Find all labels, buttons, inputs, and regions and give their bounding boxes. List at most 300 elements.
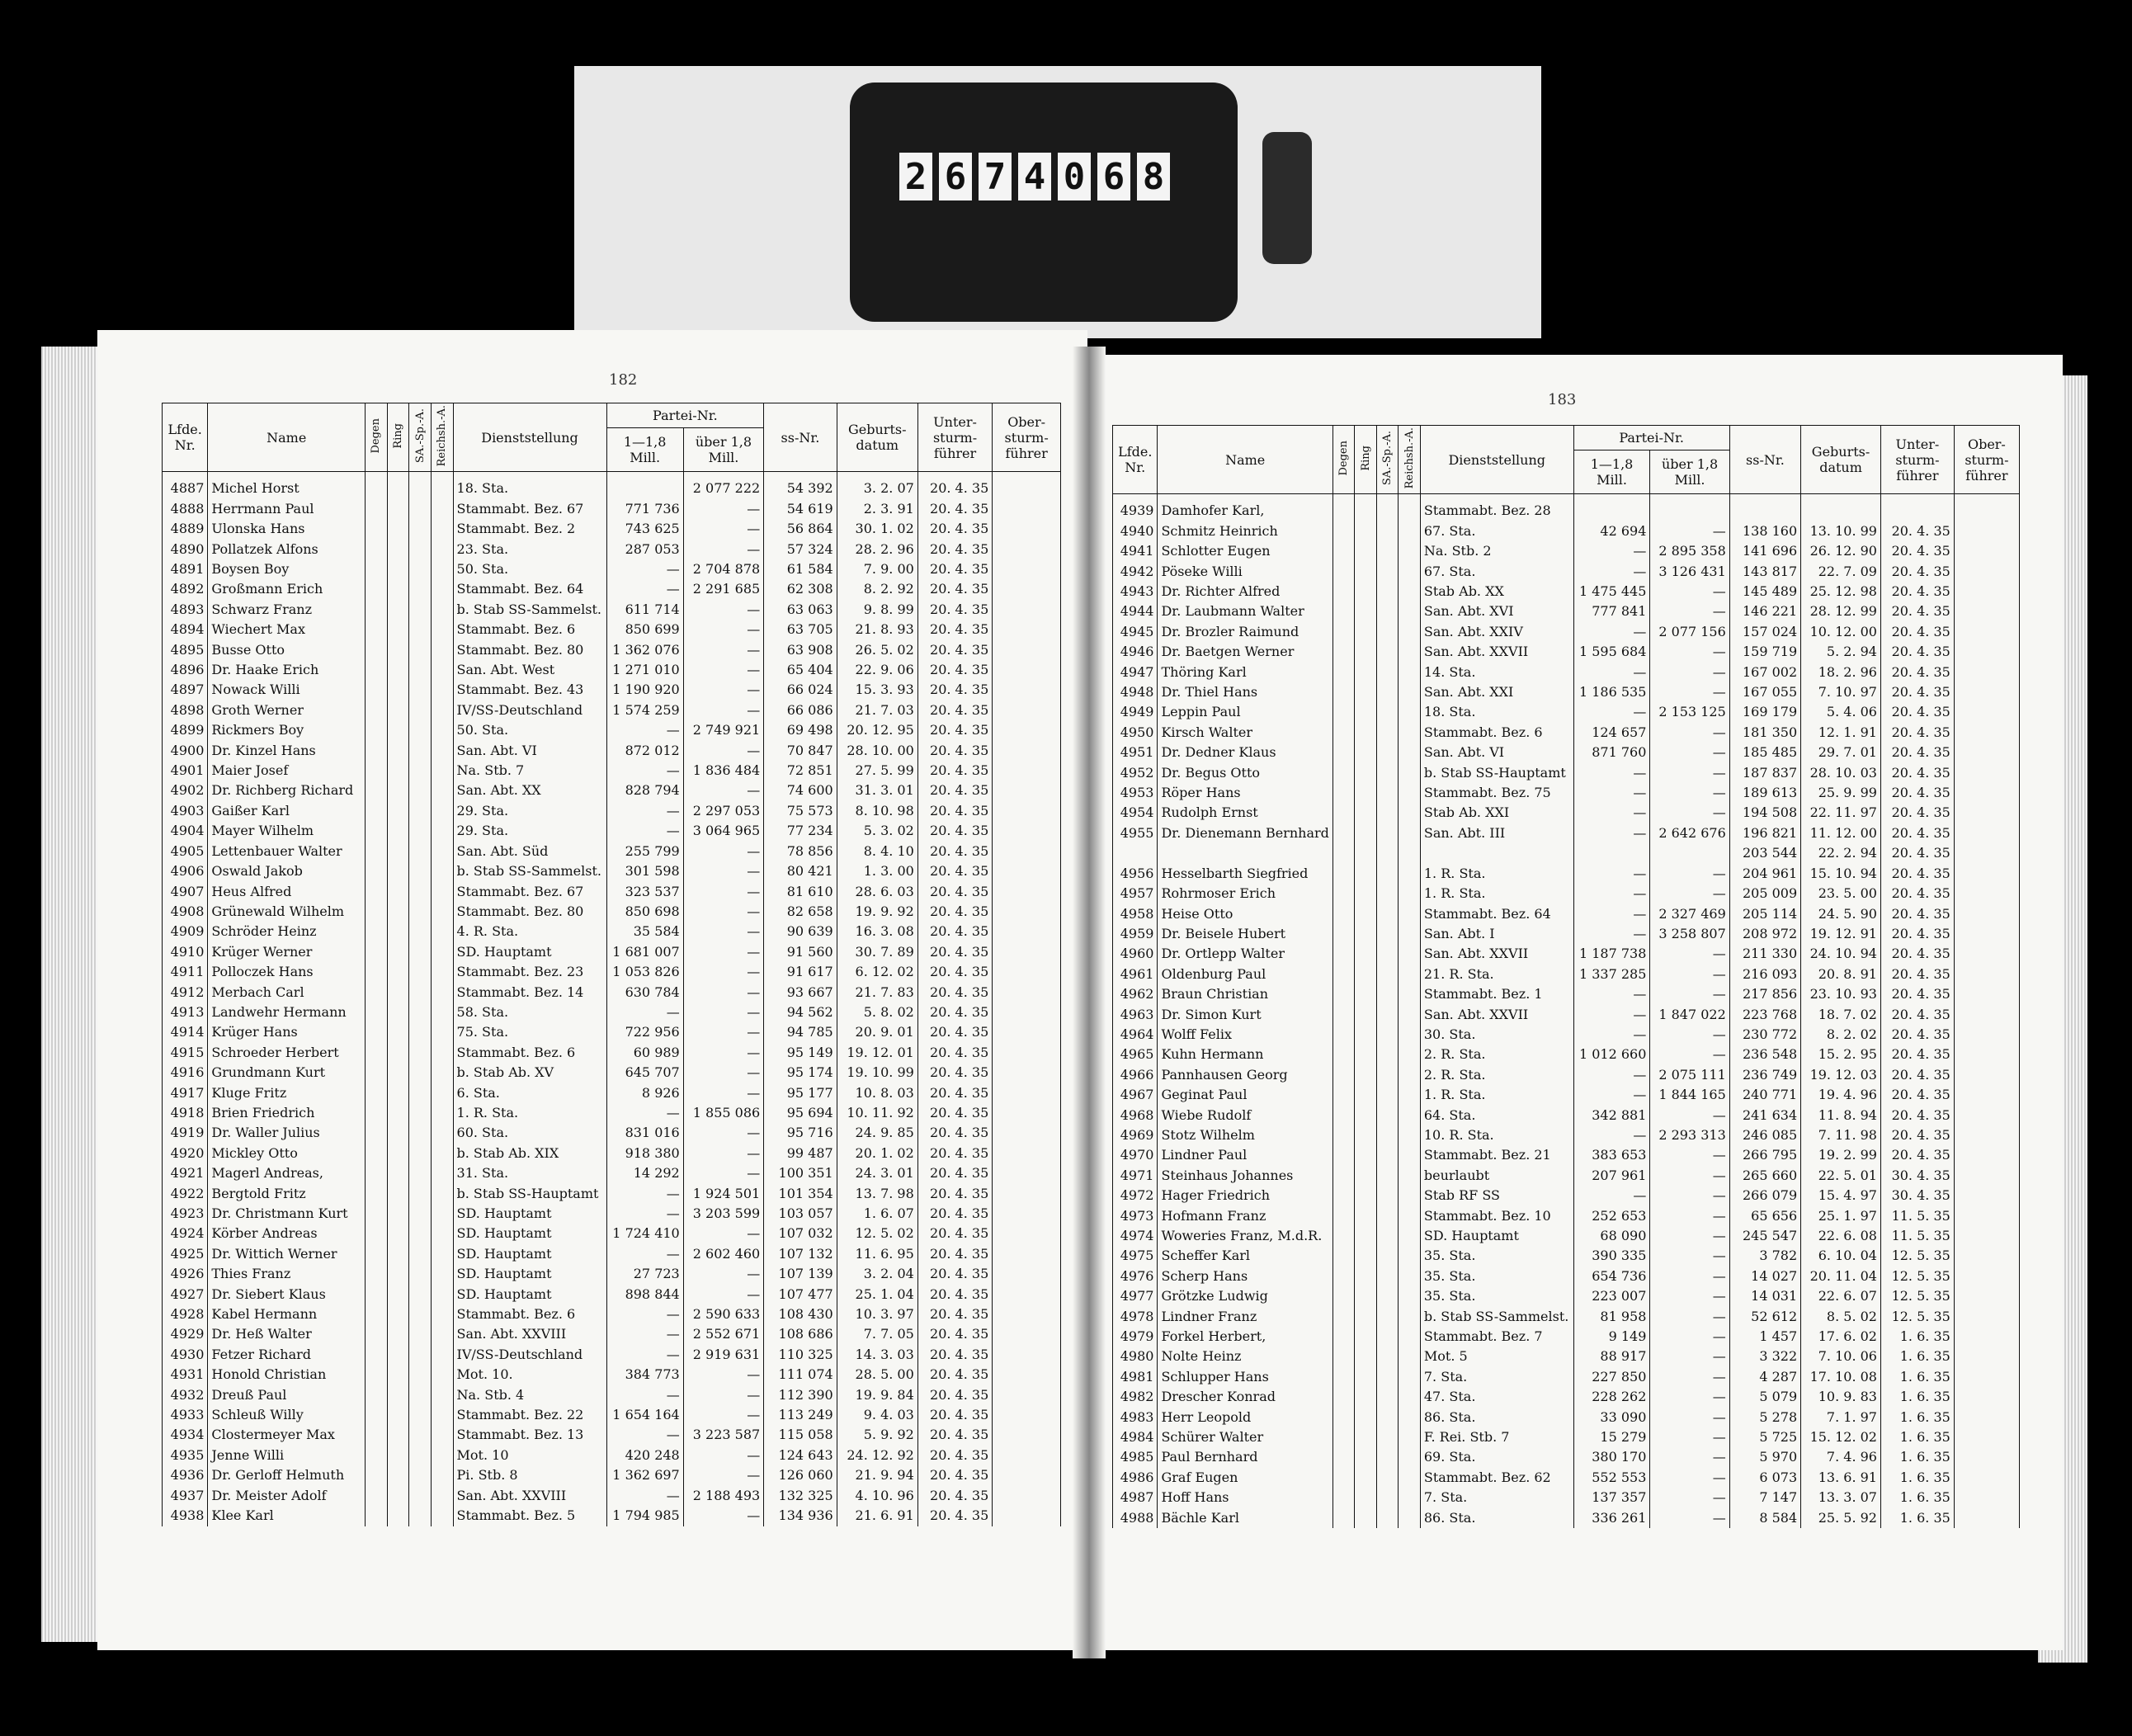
row-partei-2: — xyxy=(1650,1327,1729,1347)
row-sa xyxy=(1376,1327,1399,1347)
register-row xyxy=(163,842,1061,861)
row-geburtsdatum: 5. 8. 02 xyxy=(837,1002,917,1022)
row-lfd-nr: 4953 xyxy=(1113,783,1158,803)
row-lfd-nr: 4901 xyxy=(163,761,208,781)
row-sa xyxy=(1376,1186,1399,1205)
col-ss: ss-Nr. xyxy=(764,403,837,472)
row-dienststellung: 50. Sta. xyxy=(453,720,606,740)
row-name: Dr. Gerloff Helmuth xyxy=(208,1465,366,1485)
row-untersturmfuehrer: 20. 4. 35 xyxy=(917,701,992,720)
row-untersturmfuehrer: 20. 4. 35 xyxy=(917,1184,992,1204)
row-reichsh xyxy=(431,519,453,539)
row-reichsh xyxy=(1399,541,1421,561)
register-row xyxy=(1113,884,2020,903)
row-reichsh xyxy=(431,1103,453,1123)
row-dienststellung: 18. Sta. xyxy=(453,472,606,499)
row-untersturmfuehrer: 20. 4. 35 xyxy=(917,499,992,519)
row-partei-2: — xyxy=(683,902,763,922)
row-lfd-nr: 4978 xyxy=(1113,1307,1158,1327)
row-untersturmfuehrer: 20. 4. 35 xyxy=(917,1506,992,1526)
row-obersturmfuehrer xyxy=(1954,541,2019,561)
row-partei-2: — xyxy=(683,922,763,941)
row-obersturmfuehrer xyxy=(1954,601,2019,621)
row-lfd-nr: 4964 xyxy=(1113,1025,1158,1045)
row-ring xyxy=(1355,642,1377,662)
row-name: Hesselbarth Siegfried xyxy=(1158,864,1332,884)
row-partei-1: — xyxy=(1573,1186,1650,1205)
row-ss-nr: 74 600 xyxy=(764,781,837,800)
row-partei-1: — xyxy=(606,1425,683,1445)
row-reichsh xyxy=(1399,924,1421,944)
row-partei-1: 228 262 xyxy=(1573,1387,1650,1407)
row-ss-nr: 124 643 xyxy=(764,1446,837,1465)
row-partei-1 xyxy=(1573,843,1650,863)
row-degen xyxy=(1332,1186,1355,1205)
row-partei-1: 15 279 xyxy=(1573,1427,1650,1447)
row-name: Clostermeyer Max xyxy=(208,1425,366,1445)
row-ring xyxy=(387,1425,409,1445)
register-row xyxy=(1113,1065,2020,1085)
row-lfd-nr: 4934 xyxy=(163,1425,208,1445)
row-geburtsdatum: 26. 5. 02 xyxy=(837,640,917,660)
row-lfd-nr: 4962 xyxy=(1113,984,1158,1004)
row-lfd-nr: 4984 xyxy=(1113,1427,1158,1447)
row-obersturmfuehrer xyxy=(993,781,1061,800)
row-dienststellung: SD. Hauptamt xyxy=(453,1285,606,1304)
page-number-right: 183 xyxy=(1548,391,1577,408)
row-partei-1: — xyxy=(606,1385,683,1405)
row-reichsh xyxy=(431,1324,453,1344)
col-name: Name xyxy=(208,403,366,472)
register-row xyxy=(1113,1106,2020,1125)
row-ss-nr: 63 908 xyxy=(764,640,837,660)
row-geburtsdatum: 28. 10. 03 xyxy=(1801,763,1881,783)
row-obersturmfuehrer xyxy=(993,1425,1061,1445)
row-name: Herrmann Paul xyxy=(208,499,366,519)
row-ss-nr: 159 719 xyxy=(1729,642,1800,662)
row-ss-nr: 99 487 xyxy=(764,1144,837,1163)
row-degen xyxy=(366,1425,388,1445)
row-obersturmfuehrer xyxy=(1954,1226,2019,1246)
row-partei-2: — xyxy=(1650,1307,1729,1327)
register-row xyxy=(163,720,1061,740)
row-ss-nr: 78 856 xyxy=(764,842,837,861)
row-lfd-nr: 4922 xyxy=(163,1184,208,1204)
row-dienststellung: b. Stab Ab. XV xyxy=(453,1063,606,1083)
row-partei-2: — xyxy=(683,1506,763,1526)
row-degen xyxy=(1332,1166,1355,1186)
register-row xyxy=(163,882,1061,902)
row-sa xyxy=(409,1163,432,1183)
row-name: Brien Friedrich xyxy=(208,1103,366,1123)
row-dienststellung: San. Abt. West xyxy=(453,660,606,680)
row-geburtsdatum: 10. 9. 83 xyxy=(1801,1387,1881,1407)
row-degen xyxy=(1332,1226,1355,1246)
row-untersturmfuehrer: 20. 4. 35 xyxy=(917,1103,992,1123)
row-sa xyxy=(1376,601,1399,621)
row-geburtsdatum: 7. 10. 06 xyxy=(1801,1347,1881,1366)
col-dienst: Dienststellung xyxy=(1420,426,1573,494)
row-partei-1: — xyxy=(606,1103,683,1123)
row-reichsh xyxy=(431,882,453,902)
col-partei: Partei-Nr. xyxy=(1573,426,1729,451)
row-partei-1: 1 186 535 xyxy=(1573,682,1650,702)
row-untersturmfuehrer: 20. 4. 35 xyxy=(917,540,992,559)
register-row xyxy=(1113,1286,2020,1306)
row-geburtsdatum: 25. 9. 99 xyxy=(1801,783,1881,803)
row-reichsh xyxy=(1399,1186,1421,1205)
row-name: Röper Hans xyxy=(1158,783,1332,803)
register-row xyxy=(1113,1145,2020,1165)
row-partei-2: — xyxy=(1650,1025,1729,1045)
row-degen xyxy=(1332,642,1355,662)
row-degen xyxy=(366,781,388,800)
row-dienststellung: Stab RF SS xyxy=(1420,1186,1573,1205)
row-ss-nr: 107 032 xyxy=(764,1224,837,1243)
row-ring xyxy=(387,499,409,519)
row-lfd-nr: 4944 xyxy=(1113,601,1158,621)
row-partei-1: 552 553 xyxy=(1573,1468,1650,1488)
row-sa xyxy=(1376,521,1399,541)
row-ss-nr: 240 771 xyxy=(1729,1085,1800,1105)
row-degen xyxy=(1332,1307,1355,1327)
row-partei-1: — xyxy=(1573,1125,1650,1145)
row-dienststellung: SD. Hauptamt xyxy=(453,1244,606,1264)
row-degen xyxy=(366,600,388,620)
row-reichsh xyxy=(431,1425,453,1445)
register-row xyxy=(1113,723,2020,743)
row-dienststellung: 29. Sta. xyxy=(453,801,606,821)
row-untersturmfuehrer: 20. 4. 35 xyxy=(1880,1145,1954,1165)
row-obersturmfuehrer xyxy=(993,1204,1061,1224)
row-degen xyxy=(366,1184,388,1204)
row-ss-nr: 145 489 xyxy=(1729,582,1800,601)
row-partei-1: 872 012 xyxy=(606,741,683,761)
row-untersturmfuehrer: 20. 4. 35 xyxy=(917,1083,992,1103)
row-ring xyxy=(387,1184,409,1204)
row-obersturmfuehrer xyxy=(993,942,1061,962)
row-geburtsdatum: 10. 3. 97 xyxy=(837,1304,917,1324)
col-ss: ss-Nr. xyxy=(1729,426,1800,494)
row-geburtsdatum: 18. 7. 02 xyxy=(1801,1005,1881,1025)
row-geburtsdatum: 5. 2. 94 xyxy=(1801,642,1881,662)
row-geburtsdatum: 28. 2. 96 xyxy=(837,540,917,559)
row-reichsh xyxy=(431,660,453,680)
row-partei-2: — xyxy=(1650,1186,1729,1205)
row-name: Lindner Paul xyxy=(1158,1145,1332,1165)
row-lfd-nr: 4929 xyxy=(163,1324,208,1344)
row-partei-2: — xyxy=(683,1123,763,1143)
row-ss-nr: 91 560 xyxy=(764,942,837,962)
row-ss-nr: 110 325 xyxy=(764,1345,837,1365)
row-lfd-nr: 4970 xyxy=(1113,1145,1158,1165)
row-degen xyxy=(1332,783,1355,803)
row-ss-nr: 126 060 xyxy=(764,1465,837,1485)
row-ss-nr: 205 114 xyxy=(1729,904,1800,924)
row-ss-nr: 54 392 xyxy=(764,472,837,499)
row-degen xyxy=(1332,562,1355,582)
row-partei-2: — xyxy=(683,1002,763,1022)
row-degen xyxy=(366,801,388,821)
row-dienststellung: 86. Sta. xyxy=(1420,1408,1573,1427)
row-partei-2: — xyxy=(683,842,763,861)
row-dienststellung: 69. Sta. xyxy=(1420,1447,1573,1467)
register-row xyxy=(163,579,1061,599)
row-name: Dr. Kinzel Hans xyxy=(208,741,366,761)
row-untersturmfuehrer: 20. 4. 35 xyxy=(917,882,992,902)
row-reichsh xyxy=(1399,1307,1421,1327)
row-obersturmfuehrer xyxy=(993,842,1061,861)
row-obersturmfuehrer xyxy=(993,1163,1061,1183)
row-partei-2: — xyxy=(1650,965,1729,984)
row-partei-1: 342 881 xyxy=(1573,1106,1650,1125)
row-name: Ulonska Hans xyxy=(208,519,366,539)
row-sa xyxy=(409,1244,432,1264)
row-partei-2: — xyxy=(1650,984,1729,1004)
row-lfd-nr: 4977 xyxy=(1113,1286,1158,1306)
row-partei-1: 390 335 xyxy=(1573,1246,1650,1266)
row-lfd-nr: 4914 xyxy=(163,1022,208,1042)
row-partei-1: 323 537 xyxy=(606,882,683,902)
row-obersturmfuehrer xyxy=(1954,723,2019,743)
row-dienststellung: 64. Sta. xyxy=(1420,1106,1573,1125)
register-row xyxy=(1113,1045,2020,1064)
row-reichsh xyxy=(431,579,453,599)
register-row xyxy=(1113,1005,2020,1025)
row-geburtsdatum: 19. 12. 91 xyxy=(1801,924,1881,944)
row-name: Steinhaus Johannes xyxy=(1158,1166,1332,1186)
row-sa xyxy=(1376,864,1399,884)
row-reichsh xyxy=(1399,1065,1421,1085)
row-untersturmfuehrer: 1. 6. 35 xyxy=(1880,1327,1954,1347)
row-ss-nr: 246 085 xyxy=(1729,1125,1800,1145)
row-partei-2: 1 924 501 xyxy=(683,1184,763,1204)
row-dienststellung: b. Stab SS-Hauptamt xyxy=(453,1184,606,1204)
register-row xyxy=(1113,1367,2020,1387)
row-ss-nr: 5 970 xyxy=(1729,1447,1800,1467)
row-untersturmfuehrer: 20. 4. 35 xyxy=(917,720,992,740)
row-degen xyxy=(366,983,388,1002)
row-sa xyxy=(409,1425,432,1445)
row-untersturmfuehrer: 20. 4. 35 xyxy=(1880,582,1954,601)
row-untersturmfuehrer: 20. 4. 35 xyxy=(1880,743,1954,762)
register-row xyxy=(163,1244,1061,1264)
row-ss-nr: 8 584 xyxy=(1729,1508,1800,1528)
row-partei-1: 1 574 259 xyxy=(606,701,683,720)
row-reichsh xyxy=(431,1264,453,1284)
row-ss-nr: 208 972 xyxy=(1729,924,1800,944)
row-partei-1: — xyxy=(1573,803,1650,823)
row-partei-1: 1 595 684 xyxy=(1573,642,1650,662)
row-partei-1: — xyxy=(606,559,683,579)
row-degen xyxy=(1332,521,1355,541)
row-untersturmfuehrer: 12. 5. 35 xyxy=(1880,1267,1954,1286)
row-partei-1: 828 794 xyxy=(606,781,683,800)
row-degen xyxy=(1332,682,1355,702)
row-partei-1: 1 475 445 xyxy=(1573,582,1650,601)
row-degen xyxy=(366,1043,388,1063)
row-ring xyxy=(387,620,409,639)
row-untersturmfuehrer: 20. 4. 35 xyxy=(917,620,992,639)
row-sa xyxy=(1376,494,1399,521)
col-degen: Degen xyxy=(366,403,388,472)
row-dienststellung: Na. Stb. 2 xyxy=(1420,541,1573,561)
row-ss-nr: 216 093 xyxy=(1729,965,1800,984)
row-geburtsdatum: 15. 4. 97 xyxy=(1801,1186,1881,1205)
row-partei-1: 1 053 826 xyxy=(606,962,683,982)
row-reichsh xyxy=(1399,642,1421,662)
row-geburtsdatum: 26. 12. 90 xyxy=(1801,541,1881,561)
row-sa xyxy=(409,1385,432,1405)
row-obersturmfuehrer xyxy=(1954,1125,2019,1145)
col-lfd: Lfde. Nr. xyxy=(163,403,208,472)
row-reichsh xyxy=(1399,1286,1421,1306)
row-lfd-nr: 4950 xyxy=(1113,723,1158,743)
row-untersturmfuehrer: 20. 4. 35 xyxy=(1880,702,1954,722)
row-lfd-nr: 4913 xyxy=(163,1002,208,1022)
row-name: Schleuß Willy xyxy=(208,1405,366,1425)
row-sa xyxy=(1376,1145,1399,1165)
row-reichsh xyxy=(431,781,453,800)
row-partei-1: 722 956 xyxy=(606,1022,683,1042)
row-untersturmfuehrer: 20. 4. 35 xyxy=(917,1043,992,1063)
register-row xyxy=(163,902,1061,922)
row-name: Oswald Jakob xyxy=(208,861,366,881)
row-sa xyxy=(409,1204,432,1224)
row-geburtsdatum: 7. 7. 05 xyxy=(837,1324,917,1344)
row-untersturmfuehrer: 20. 4. 35 xyxy=(1880,1045,1954,1064)
row-name: Körber Andreas xyxy=(208,1224,366,1243)
row-dienststellung: Stammabt. Bez. 14 xyxy=(453,983,606,1002)
row-degen xyxy=(1332,1488,1355,1507)
row-reichsh xyxy=(1399,1387,1421,1407)
row-degen xyxy=(366,1063,388,1083)
register-row xyxy=(163,1063,1061,1083)
row-geburtsdatum: 9. 4. 03 xyxy=(837,1405,917,1425)
row-name: Heise Otto xyxy=(1158,904,1332,924)
row-sa xyxy=(1376,1307,1399,1327)
row-geburtsdatum: 31. 3. 01 xyxy=(837,781,917,800)
row-partei-1: — xyxy=(1573,702,1650,722)
row-name: Dr. Brozler Raimund xyxy=(1158,622,1332,642)
row-reichsh xyxy=(431,922,453,941)
counter-digit: 4 xyxy=(1018,153,1051,200)
row-geburtsdatum: 6. 10. 04 xyxy=(1801,1246,1881,1266)
row-ss-nr: 95 149 xyxy=(764,1043,837,1063)
row-geburtsdatum: 17. 10. 08 xyxy=(1801,1367,1881,1387)
row-sa xyxy=(409,540,432,559)
row-obersturmfuehrer xyxy=(1954,1447,2019,1467)
row-ring xyxy=(387,882,409,902)
row-ss-nr: 265 660 xyxy=(1729,1166,1800,1186)
row-name: Wolff Felix xyxy=(1158,1025,1332,1045)
row-geburtsdatum: 25. 1. 97 xyxy=(1801,1206,1881,1226)
row-untersturmfuehrer: 20. 4. 35 xyxy=(917,1123,992,1143)
row-dienststellung: Stammabt. Bez. 64 xyxy=(1420,904,1573,924)
row-ring xyxy=(387,660,409,680)
row-dienststellung: 10. R. Sta. xyxy=(1420,1125,1573,1145)
register-row xyxy=(1113,562,2020,582)
row-partei-2: 2 077 156 xyxy=(1650,622,1729,642)
register-row xyxy=(163,1486,1061,1506)
row-obersturmfuehrer xyxy=(993,1264,1061,1284)
row-obersturmfuehrer xyxy=(993,701,1061,720)
row-partei-1: 1 724 410 xyxy=(606,1224,683,1243)
row-partei-1: — xyxy=(606,1002,683,1022)
register-row xyxy=(163,1002,1061,1022)
row-lfd-nr: 4980 xyxy=(1113,1347,1158,1366)
row-untersturmfuehrer: 20. 4. 35 xyxy=(917,942,992,962)
row-dienststellung: 35. Sta. xyxy=(1420,1246,1573,1266)
row-reichsh xyxy=(1399,1226,1421,1246)
register-row xyxy=(163,1425,1061,1445)
row-partei-1: 611 714 xyxy=(606,600,683,620)
row-sa xyxy=(1376,763,1399,783)
row-partei-2: — xyxy=(683,620,763,639)
row-degen xyxy=(1332,582,1355,601)
row-sa xyxy=(1376,924,1399,944)
row-sa xyxy=(409,781,432,800)
row-obersturmfuehrer xyxy=(993,741,1061,761)
row-obersturmfuehrer xyxy=(993,962,1061,982)
row-ring xyxy=(387,1063,409,1083)
row-untersturmfuehrer: 20. 4. 35 xyxy=(917,1285,992,1304)
row-partei-1: 252 653 xyxy=(1573,1206,1650,1226)
row-geburtsdatum: 19. 10. 99 xyxy=(837,1063,917,1083)
row-lfd-nr: 4890 xyxy=(163,540,208,559)
register-row xyxy=(1113,1447,2020,1467)
row-dienststellung: Na. Stb. 7 xyxy=(453,761,606,781)
row-geburtsdatum: 28. 6. 03 xyxy=(837,882,917,902)
row-degen xyxy=(366,1345,388,1365)
row-ss-nr: 157 024 xyxy=(1729,622,1800,642)
row-geburtsdatum: 19. 9. 84 xyxy=(837,1385,917,1405)
row-untersturmfuehrer: 20. 4. 35 xyxy=(1880,682,1954,702)
row-sa xyxy=(1376,582,1399,601)
row-geburtsdatum: 15. 3. 93 xyxy=(837,680,917,700)
row-untersturmfuehrer: 20. 4. 35 xyxy=(1880,864,1954,884)
row-degen xyxy=(1332,884,1355,903)
row-dienststellung: 4. R. Sta. xyxy=(453,922,606,941)
row-untersturmfuehrer: 1. 6. 35 xyxy=(1880,1447,1954,1467)
row-lfd-nr: 4889 xyxy=(163,519,208,539)
row-reichsh xyxy=(431,600,453,620)
register-row xyxy=(1113,1025,2020,1045)
row-ring xyxy=(1355,1286,1377,1306)
row-ring xyxy=(1355,763,1377,783)
row-lfd-nr xyxy=(1113,843,1158,863)
row-untersturmfuehrer: 20. 4. 35 xyxy=(917,1324,992,1344)
row-dienststellung: Stab Ab. XX xyxy=(1420,582,1573,601)
row-partei-2: — xyxy=(1650,1447,1729,1467)
row-obersturmfuehrer xyxy=(993,1324,1061,1344)
row-ss-nr: 108 686 xyxy=(764,1324,837,1344)
row-ss-nr: 90 639 xyxy=(764,922,837,941)
row-reichsh xyxy=(431,701,453,720)
row-dienststellung: 35. Sta. xyxy=(1420,1267,1573,1286)
row-ss-nr: 146 221 xyxy=(1729,601,1800,621)
row-geburtsdatum: 24. 9. 85 xyxy=(837,1123,917,1143)
row-name: Mayer Wilhelm xyxy=(208,821,366,841)
row-partei-1: 227 850 xyxy=(1573,1367,1650,1387)
row-ss-nr: 132 325 xyxy=(764,1486,837,1506)
row-ring xyxy=(387,1465,409,1485)
row-ring xyxy=(1355,1045,1377,1064)
row-untersturmfuehrer: 20. 4. 35 xyxy=(1880,1065,1954,1085)
row-partei-2: — xyxy=(1650,763,1729,783)
row-geburtsdatum: 24. 10. 94 xyxy=(1801,944,1881,964)
row-degen xyxy=(366,942,388,962)
